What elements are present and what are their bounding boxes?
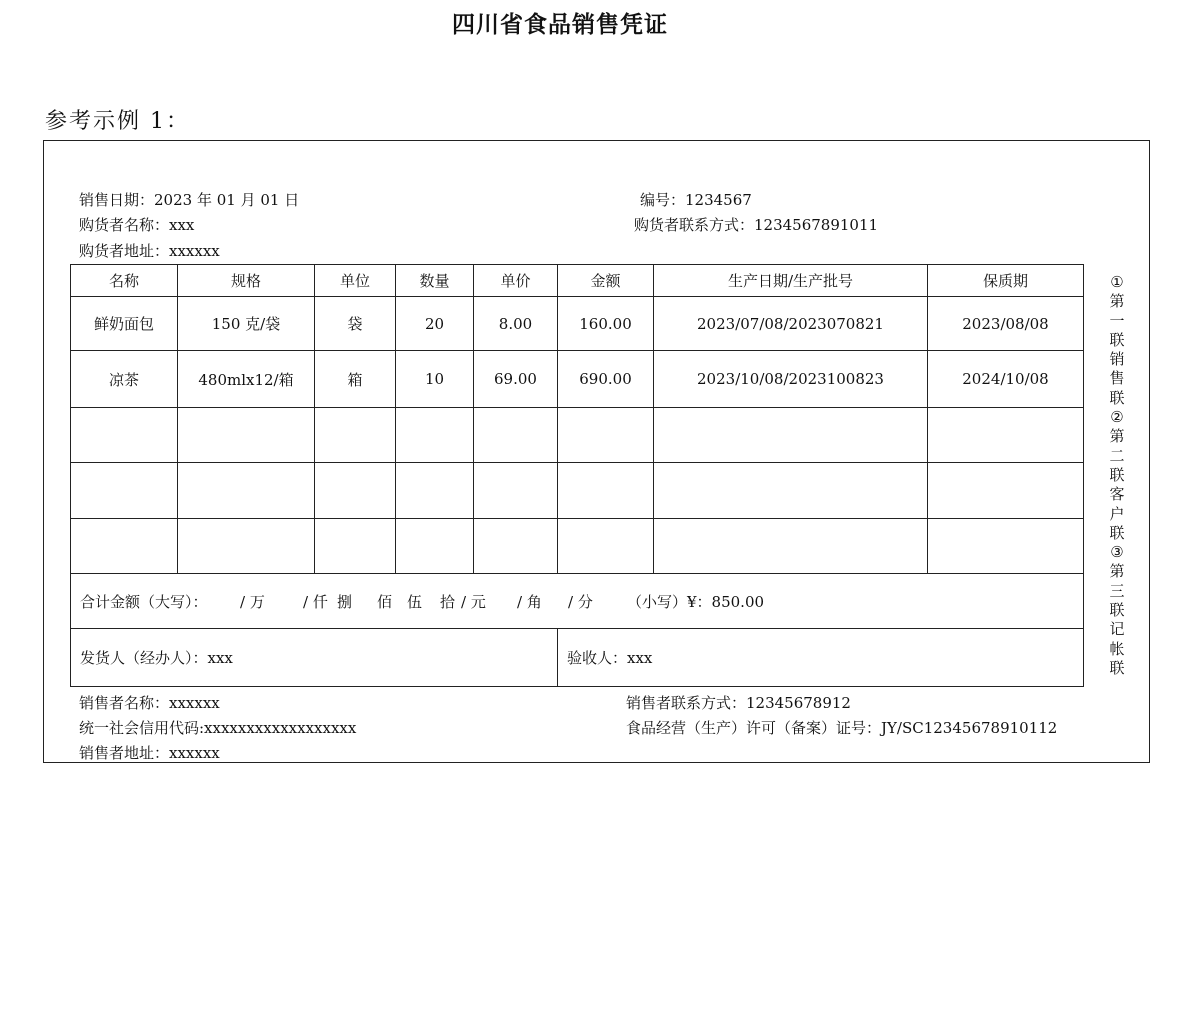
cell-unit-price: 8.00 [474, 297, 558, 351]
cell-amount [558, 463, 654, 519]
side-char: 第 [1109, 292, 1125, 311]
cell-spec [178, 519, 315, 574]
cell-unit: 箱 [315, 351, 396, 408]
header-production-date-batch: 生产日期/生产批号 [654, 265, 928, 297]
side-char: 联 [1109, 465, 1125, 484]
cell-amount [558, 408, 654, 463]
total-row [71, 574, 1084, 629]
side-char: 户 [1109, 504, 1125, 523]
cell-spec: 480mlx12/箱 [178, 351, 315, 408]
copy-marker-1: ① [1110, 273, 1124, 291]
cell-amount: 160.00 [558, 297, 654, 351]
side-char: 客 [1109, 485, 1125, 504]
cell-quantity [396, 463, 474, 519]
cell-name: 凉茶 [71, 351, 178, 408]
table-row-empty [71, 463, 1084, 519]
example-heading: 参考示例 1： [45, 109, 190, 134]
food-license: 食品经营（生产）许可（备案）证号：JY/SC12345678910112 [626, 719, 1058, 737]
seller-name: 销售者名称：xxxxxx [79, 694, 220, 712]
total-amount [71, 574, 1084, 629]
side-char: 联 [1109, 330, 1125, 349]
cell-name: 鲜奶面包 [71, 297, 178, 351]
cell-unit-price [474, 519, 558, 574]
header-unit-price: 单价 [474, 265, 558, 297]
copy-marker-2: ② [1110, 408, 1124, 427]
cell-unit: 袋 [315, 297, 396, 351]
table-header-row [71, 265, 1084, 297]
copy-marker-3: ③ [1110, 543, 1124, 562]
seller-contact: 销售者联系方式：12345678912 [626, 694, 851, 712]
header-spec: 规格 [178, 265, 315, 297]
cell-unit [315, 408, 396, 463]
goods-table [70, 264, 1084, 687]
cell-quantity [396, 408, 474, 463]
cell-production-date-batch [654, 463, 928, 519]
cell-production-date-batch [654, 408, 928, 463]
cell-quantity: 20 [396, 297, 474, 351]
cell-spec [178, 408, 315, 463]
side-char: 三 [1109, 581, 1125, 600]
cell-spec: 150 克/袋 [178, 297, 315, 351]
copy-designation-column [1106, 273, 1128, 678]
side-char: 联 [1109, 388, 1125, 407]
cell-amount [558, 519, 654, 574]
side-char: 售 [1109, 369, 1125, 388]
total-unit-yuan: / 元 [461, 592, 486, 611]
total-digit-wu: 伍 [407, 592, 423, 611]
side-char: 第 [1109, 562, 1125, 581]
total-unit-wan: / 万 [240, 592, 265, 611]
voucher-title: 四川省食品销售凭证 [452, 12, 668, 38]
cell-spec [178, 463, 315, 519]
side-char: 联 [1109, 601, 1125, 620]
side-char: 销 [1109, 350, 1125, 369]
header-quantity: 数量 [396, 265, 474, 297]
shipper-signature: 发货人（经办人）：xxx [71, 629, 558, 687]
cell-unit-price [474, 463, 558, 519]
cell-shelf-life [928, 408, 1084, 463]
side-char: 帐 [1109, 639, 1125, 658]
total-unit-bai: 佰 [377, 592, 393, 611]
side-char: 二 [1109, 446, 1125, 465]
cell-unit-price: 69.00 [474, 351, 558, 408]
cell-production-date-batch: 2023/07/08/2023070821 [654, 297, 928, 351]
cell-shelf-life: 2023/08/08 [928, 297, 1084, 351]
receiver-signature: 验收人：xxx [558, 629, 1084, 687]
cell-unit [315, 463, 396, 519]
cell-quantity [396, 519, 474, 574]
side-char: 联 [1109, 658, 1125, 677]
side-char: 记 [1109, 620, 1125, 639]
side-char: 联 [1109, 523, 1125, 542]
sale-date: 销售日期：2023 年 01 月 01 日 [79, 191, 300, 209]
cell-shelf-life: 2024/10/08 [928, 351, 1084, 408]
table-row [71, 351, 1084, 408]
signature-row [71, 629, 1084, 687]
cell-quantity: 10 [396, 351, 474, 408]
total-small: （小写）¥：850.00 [627, 592, 765, 611]
seller-address: 销售者地址：xxxxxx [79, 744, 220, 762]
cell-amount: 690.00 [558, 351, 654, 408]
cell-shelf-life [928, 463, 1084, 519]
credit-code: 统一社会信用代码:xxxxxxxxxxxxxxxxxx [79, 719, 357, 737]
side-char: 一 [1109, 311, 1125, 330]
cell-unit [315, 519, 396, 574]
buyer-contact: 购货者联系方式：1234567891011 [634, 216, 879, 234]
total-unit-fen: / 分 [568, 592, 593, 611]
header-name: 名称 [71, 265, 178, 297]
total-label: 合计金额（大写）： [80, 592, 208, 611]
side-char: 第 [1109, 427, 1125, 446]
header-shelf-life: 保质期 [928, 265, 1084, 297]
cell-name [71, 519, 178, 574]
cell-name [71, 463, 178, 519]
total-unit-qian: / 仟 [303, 592, 328, 611]
buyer-name: 购货者名称：xxx [79, 216, 195, 234]
cell-shelf-life [928, 519, 1084, 574]
cell-unit-price [474, 408, 558, 463]
cell-production-date-batch [654, 519, 928, 574]
buyer-address: 购货者地址：xxxxxx [79, 242, 220, 260]
cell-production-date-batch: 2023/10/08/2023100823 [654, 351, 928, 408]
table-row-empty [71, 519, 1084, 574]
header-unit: 单位 [315, 265, 396, 297]
table-row [71, 297, 1084, 351]
table-row-empty [71, 408, 1084, 463]
cell-name [71, 408, 178, 463]
total-unit-jiao: / 角 [517, 592, 542, 611]
total-unit-shi: 拾 [440, 592, 456, 611]
total-digit-ba: 捌 [337, 592, 353, 611]
voucher-number: 编号：1234567 [640, 191, 752, 209]
header-amount: 金额 [558, 265, 654, 297]
